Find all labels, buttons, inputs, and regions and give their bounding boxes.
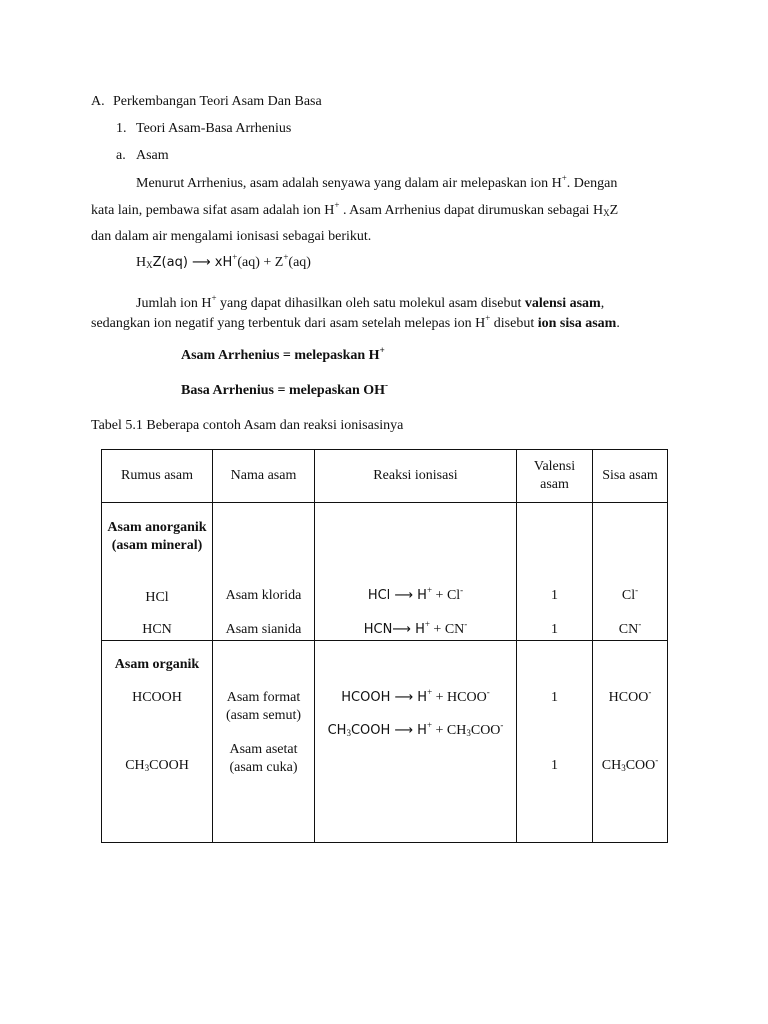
table-caption: Tabel 5.1 Beberapa contoh Asam dan reaksi ionisasinya [91,418,404,433]
group-label-inorganic: Asam anorganik (asam mineral) [107,520,207,553]
reaction-hcl: HCl ⟶ H+ + Cl- [367,585,464,603]
paragraph1-line1: Menurut Arrhenius, asam adalah senyawa yang dalam air melepaskan ion H+. Dengan [136,173,618,191]
valence-hcooh: 1 [551,690,558,705]
table-row-inorganic [102,503,668,641]
name-ch3cooh: Asam asetat (asam cuka) [229,742,298,775]
formula-hcl: HCl [145,590,169,605]
cell-formula-organic [102,641,213,843]
header-rumus-asam: Rumus asam [102,450,213,503]
valence-hcl: 1 [551,588,558,603]
heading-marker: A. [91,94,105,109]
residue-hcooh: HCOO- [608,687,652,705]
residue-hcl: Cl- [621,585,639,603]
header-reaksi-ionisasi: Reaksi ionisasi [315,450,517,503]
header-sisa-asam: Sisa asam [593,450,668,503]
section-heading: Perkembangan Teori Asam Dan Basa [113,94,322,109]
paragraph1-line3: dan dalam air mengalami ionisasi sebagai berikut. [91,229,372,244]
cell-name-organic [213,641,315,843]
paragraph1-line2: kata lain, pembawa sifat asam adalah ion H+ . Asam Arrhenius dapat dirumuskan sebagai $H_XZ$ [91,200,619,218]
cell-residue-organic [593,641,668,843]
acid-table [101,449,668,843]
subsubheading-marker: a. [116,148,126,163]
valence-ch3cooh: 1 [551,758,558,773]
residue-hcn: CN- [618,619,642,637]
residue-ch3cooh: $CH_3COO^-$ [601,755,659,773]
acid-definition: Asam Arrhenius = melepaskan H+ [181,345,385,363]
header-valensi-asam: Valensi asam [517,450,593,503]
table-header-row [102,450,668,503]
formula-hcn: HCN [142,622,172,637]
cell-name-inorganic [213,503,315,641]
table-row-organic [102,641,668,843]
subheading: Teori Asam-Basa Arrhenius [136,121,292,136]
ionization-equation: $H_XZ(aq)$ ⟶ xH+(aq) + Z+(aq) [136,252,311,270]
reaction-ch3cooh: $CH_3COOH$ ⟶ $H^+ + CH_3COO^-$ [327,720,504,738]
cell-reaction-organic [315,641,517,843]
name-hcn: Asam sianida [225,622,302,637]
reaction-hcn: HCN⟶ H+ + CN- [363,619,468,637]
formula-ch3cooh: $CH_3COOH$ [125,758,189,773]
name-hcooh: Asam format (asam semut) [225,690,302,723]
cell-residue-inorganic [593,503,668,641]
cell-valence-inorganic [517,503,593,641]
valence-hcn: 1 [551,622,558,637]
subsubheading: Asam [136,148,169,163]
paragraph2-line2: sedangkan ion negatif yang terbentuk dari asam setelah melepas ion H+ disebut ion sisa asam. [91,313,620,331]
name-hcl: Asam klorida [225,588,302,603]
reaction-hcooh: HCOOH ⟶ H+ + HCOO- [341,687,490,705]
cell-formula-inorganic [102,503,213,641]
group-label-organic: Asam organik [114,657,200,672]
cell-reaction-inorganic [315,503,517,641]
formula-hcooh: HCOOH [132,690,182,705]
paragraph2-line1: Jumlah ion H+ yang dapat dihasilkan oleh satu molekul asam disebut valensi asam, [136,293,605,311]
subheading-marker: 1. [116,121,127,136]
cell-valence-organic [517,641,593,843]
header-nama-asam: Nama asam [213,450,315,503]
base-definition: Basa Arrhenius = melepaskan OH- [181,380,389,398]
